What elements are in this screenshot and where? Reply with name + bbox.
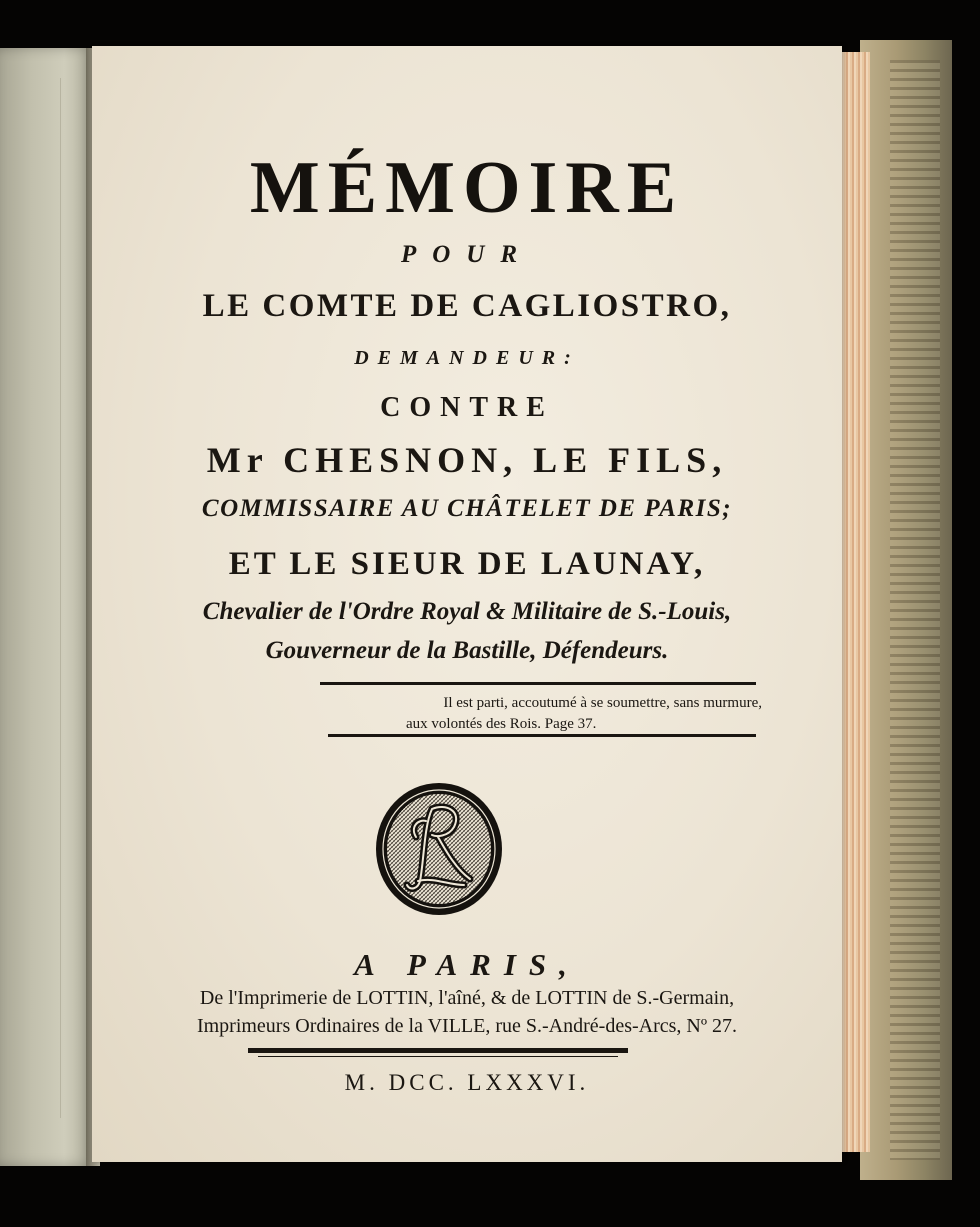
- epigraph-line-1: Il est parti, accoutumé à se soumettre, sans murmure,: [443, 695, 762, 711]
- contre-line: CONTRE: [380, 392, 554, 423]
- defendant-2-title-line-1: Chevalier de l'Ordre Royal & Militaire de S.-Louis,: [202, 598, 732, 625]
- facing-left-page: [0, 48, 92, 1166]
- printer-monogram-emblem-icon: [374, 781, 504, 917]
- epigraph: [322, 693, 762, 735]
- defendant-1-office-line: COMMISSAIRE AU CHÂTELET DE PARIS;: [201, 495, 733, 522]
- plaintiff-role-line: DEMANDEUR:: [354, 347, 580, 369]
- imprint-printer-line-1: De l'Imprimerie de LOTTIN, l'aîné, & de LOTTIN de S.-Germain,: [199, 987, 735, 1009]
- defendant-1-line: Mr CHESNON, LE FILS,: [206, 440, 728, 480]
- epigraph-rule-bottom: [328, 734, 756, 737]
- pour-line: POUR: [400, 241, 534, 268]
- defendant-2-line: ET LE SIEUR DE LAUNAY,: [228, 546, 706, 582]
- epigraph-line-2: aux volontés des Rois. Page 37.: [406, 716, 597, 732]
- imprint-printer-line-2: Imprimeurs Ordinaires de la VILLE, rue S.-André-des-Arcs, Nº 27.: [196, 1015, 738, 1037]
- page-title: MÉMOIRE: [249, 147, 685, 229]
- imprint-date: M. DCC. LXXXVI.: [344, 1070, 590, 1095]
- defendant-2-title-line-2: Gouverneur de la Bastille, Défendeurs.: [265, 637, 669, 664]
- imprint-place: A PARIS,: [354, 947, 580, 982]
- book-cover-edge: [860, 40, 952, 1180]
- title-page: [92, 46, 842, 1162]
- date-rule-thin: [258, 1056, 618, 1057]
- date-rule-thick: [248, 1048, 628, 1053]
- beneficiary-line: LE COMTE DE CAGLIOSTRO,: [202, 288, 732, 324]
- epigraph-rule-top: [320, 682, 756, 685]
